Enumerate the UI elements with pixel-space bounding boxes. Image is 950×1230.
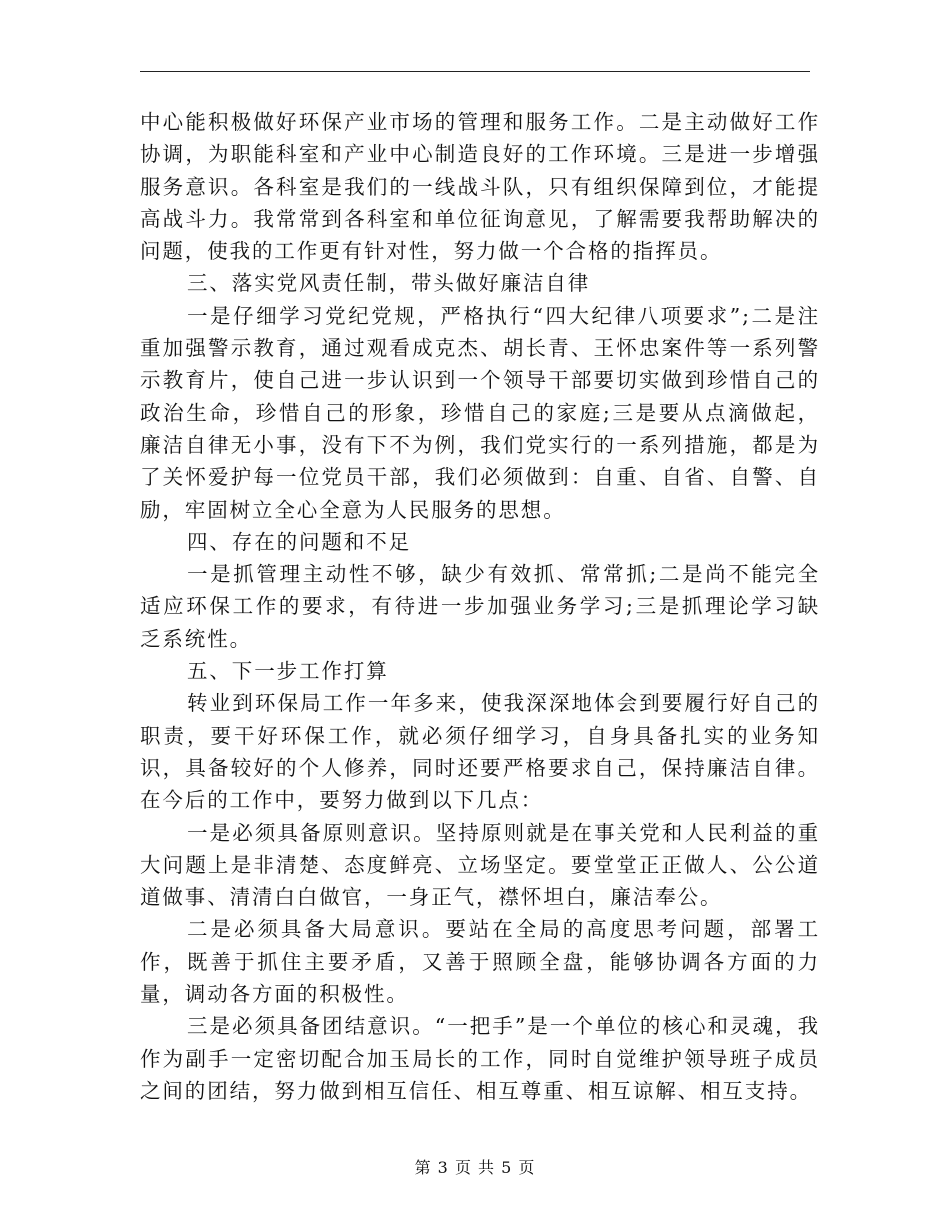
document-body: [140, 106, 820, 1107]
paragraph: 转业到环保局工作一年多来，使我深深地体会到要履行好自己的职责，要干好环保工作，就必须仔细学习，自身具备扎实的业务知识，具备较好的个人修养，同时还要严格要求自己，保持廉洁自律。在今后的工作中，要努力做到以下几点：: [140, 691, 820, 813]
section-heading: 五、下一步工作打算: [187, 659, 389, 684]
header-rule: [140, 71, 810, 72]
paragraph: 二是必须具备大局意识。要站在全局的高度思考问题，部署工作，既善于抓住主要矛盾，又善于照顾全盘，能够协调各方面的力量，调动各方面的积极性。: [140, 917, 820, 1007]
section-heading: 三、落实党风责任制，带头做好廉洁自律: [187, 271, 591, 296]
paragraph: 一是必须具备原则意识。坚持原则就是在事关党和人民利益的重大问题上是非清楚、态度鲜亮、立场坚定。要堂堂正正做人、公公道道做事、清清白白做官，一身正气，襟怀坦白，廉洁奉公。: [140, 820, 820, 910]
paragraph: 三是必须具备团结意识。“一把手”是一个单位的核心和灵魂，我作为副手一定密切配合加玉局长的工作，同时自觉维护领导班子成员之间的团结，努力做到相互信任、相互尊重、相互谅解、相互支持。: [140, 1014, 820, 1103]
paragraph: 一是抓管理主动性不够，缺少有效抓、常常抓;二是尚不能完全适应环保工作的要求，有待进一步加强业务学习;三是抓理论学习缺乏系统性。: [140, 562, 820, 651]
page-number-footer: 第 3 页 共 5 页: [414, 1158, 536, 1177]
section-heading: 四、存在的问题和不足: [187, 529, 411, 554]
paragraph: 一是仔细学习党纪党规，严格执行“四大纪律八项要求”;二是注重加强警示教育，通过观看成克杰、胡长青、王怀忠案件等一系列警示教育片，使自己进一步认识到一个领导干部要切实做到珍惜自己的政治生命，珍惜自己的形象，珍惜自己的家庭;三是要从点滴做起，廉洁自律无小事，没有下不为例，我们党实行的一系列措施，都是为了关怀爱护每一位党员干部，我们必须做到：自重、自省、自警、自励，牢固树立全心全意为人民服务的思想。: [140, 303, 820, 522]
paragraph: 中心能积极做好环保产业市场的管理和服务工作。二是主动做好工作协调，为职能科室和产业中心制造良好的工作环境。三是进一步增强服务意识。各科室是我们的一线战斗队，只有组织保障到位，才能提高战斗力。我常常到各科室和单位征询意见，了解需要我帮助解决的问题，使我的工作更有针对性，努力做一个合格的指挥员。: [140, 110, 820, 264]
